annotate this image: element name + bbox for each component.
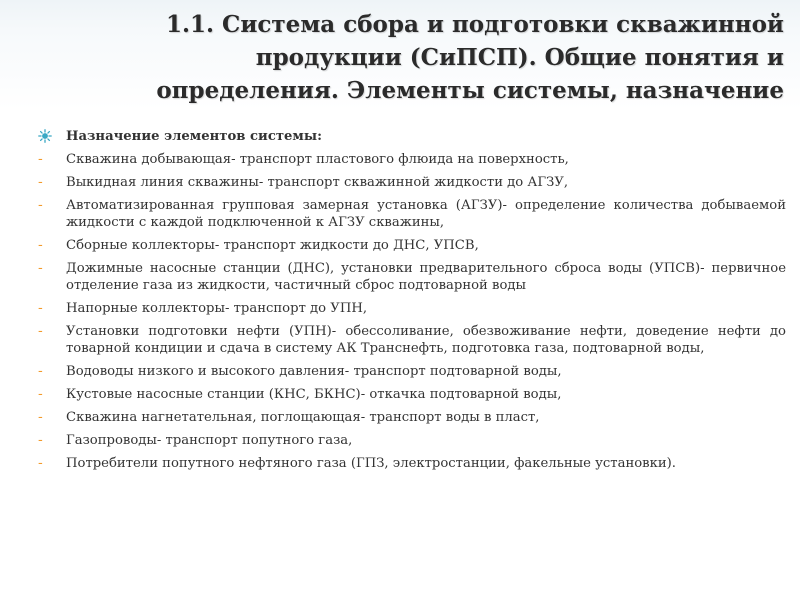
bullet-dash: - <box>38 152 43 167</box>
element-list <box>38 151 786 472</box>
bullet-dash: - <box>38 387 43 402</box>
sun-icon <box>38 129 52 143</box>
list-item <box>38 260 786 294</box>
list-item <box>38 197 786 231</box>
list-item-text: Скважина нагнетательная, поглощающая- транспорт воды в пласт, <box>66 410 540 425</box>
bullet-dash: - <box>38 261 43 276</box>
list-item <box>38 300 786 317</box>
list-item-text: Водоводы низкого и высокого давления- транспорт подтоварной воды, <box>66 364 562 379</box>
list-item-text: Потребители попутного нефтяного газа (ГПЗ, электростанции, факельные установки). <box>66 456 676 471</box>
list-item <box>38 386 786 403</box>
list-item-text: Сборные коллекторы- транспорт жидкости до ДНС, УПСВ, <box>66 238 479 253</box>
list-item-text: Выкидная линия скважины- транспорт скважинной жидкости до АГЗУ, <box>66 175 569 190</box>
bullet-dash: - <box>38 175 43 190</box>
list-item <box>38 174 786 191</box>
bullet-dash: - <box>38 324 43 339</box>
list-item <box>38 363 786 380</box>
list-item-text: Скважина добывающая- транспорт пластового флюида на поверхность, <box>66 152 569 167</box>
section-heading: Назначение элементов системы: <box>66 129 322 144</box>
list-item-text: Напорные коллекторы- транспорт до УПН, <box>66 301 368 316</box>
list-item <box>38 409 786 426</box>
bullet-dash: - <box>38 410 43 425</box>
list-item-text: Газопроводы- транспорт попутного газа, <box>66 433 353 448</box>
list-item-text: Кустовые насосные станции (КНС, БКНС)- откачка подтоварной воды, <box>66 387 562 402</box>
bullet-dash: - <box>38 433 43 448</box>
list-item <box>38 323 786 357</box>
slide-content <box>38 128 786 478</box>
list-item <box>38 432 786 449</box>
list-item <box>38 151 786 168</box>
bullet-dash: - <box>38 198 43 213</box>
list-item-text: Автоматизированная групповая замерная установка (АГЗУ)- определение количества добываемой жидкости с каждой подключенной к АГЗУ скважины, <box>66 198 786 230</box>
bullet-dash: - <box>38 364 43 379</box>
list-item-text: Установки подготовки нефти (УПН)- обессоливание, обезвоживание нефти, доведение нефти до товарной кондиции и сдача в систему АК Транснефть, подготовка газа, подтоварной воды, <box>66 324 786 356</box>
bullet-dash: - <box>38 456 43 471</box>
slide-title: 1.1. Система сбора и подготовки скважинной продукции (СиПСП). Общие понятия и определения. Элементы системы, назначение <box>156 11 784 104</box>
list-item <box>38 237 786 254</box>
list-item-text: Дожимные насосные станции (ДНС), установки предварительного сброса воды (УПСВ)- первичное отделение газа из жидкости, частичный сброс подтоварной воды <box>66 261 786 293</box>
list-item <box>38 455 786 472</box>
heading-row <box>38 128 786 145</box>
bullet-dash: - <box>38 238 43 253</box>
bullet-dash: - <box>38 301 43 316</box>
